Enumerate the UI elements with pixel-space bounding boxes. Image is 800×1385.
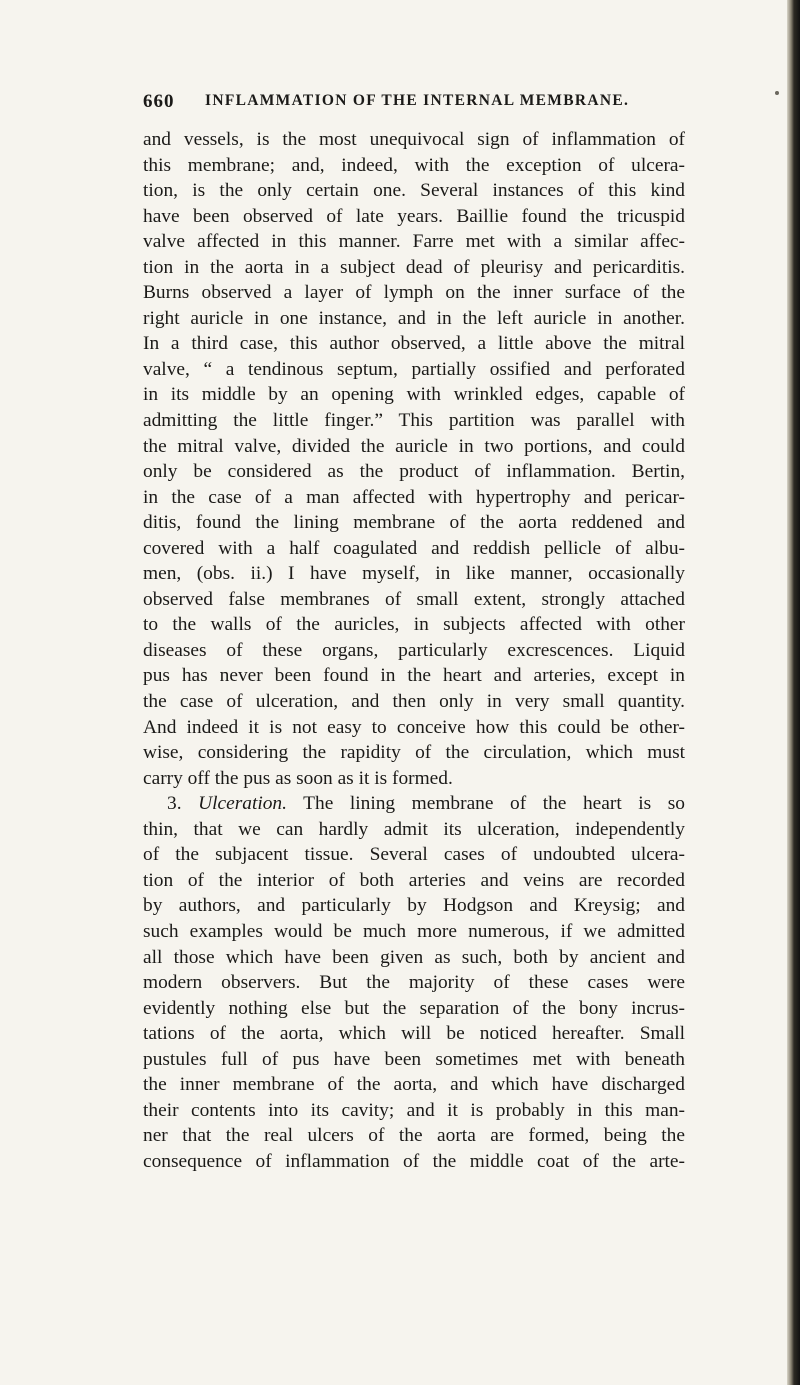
text-line: consequence of inflammation of the middle coat of the arte- [143,1150,685,1172]
text-line: tations of the aorta, which will be noticed hereafter. Small [143,1023,685,1045]
text-line: in its middle by an opening with wrinkled edges, capable of [143,384,685,406]
page-number: 660 [143,91,175,112]
text-line: men, (obs. ii.) I have myself, in like manner, occasionally [143,563,685,585]
text-line: this membrane; and, indeed, with the exception of ulcera- [143,154,685,176]
running-head: INFLAMMATION OF THE INTERNAL MEMBRANE. [205,92,630,109]
text-line: ner that the real ulcers of the aorta are formed, being the [143,1125,685,1147]
text-line: by authors, and particularly by Hodgson and Kreysig; and [143,895,685,917]
page-header [143,91,683,115]
text-line: observed false membranes of small extent, strongly attached [143,588,685,610]
text-line: wise, considering the rapidity of the circulation, which must [143,742,685,764]
text-line [143,791,685,817]
text-line: the inner membrane of the aorta, and which have discharged [143,1074,685,1096]
text-line: all those which have been given as such, both by ancient and [143,946,685,968]
text-line: such examples would be much more numerous, if we admitted [143,920,685,942]
body-text [143,127,685,1174]
text-line: their contents into its cavity; and it is probably in this man- [143,1099,685,1121]
section-line-text: The lining membrane of the heart is so [286,793,685,815]
text-line: have been observed of late years. Baillie found the tricuspid [143,205,685,227]
text-line: right auricle in one instance, and in the left auricle in another. [143,307,685,329]
text-line: modern observers. But the majority of these cases were [143,972,685,994]
text-line: In a third case, this author observed, a little above the mitral [143,333,685,355]
text-line: evidently nothing else but the separation of the bony incrus- [143,997,685,1019]
page-binding-edge [787,0,800,1385]
text-line: tion in the aorta in a subject dead of pleurisy and pericarditis. [143,256,685,278]
text-line: admitting the little finger.” This partition was parallel with [143,410,685,432]
text-line: valve, “ a tendinous septum, partially ossified and perforated [143,358,685,380]
text-line: valve affected in this manner. Farre met with a similar affec- [143,231,685,253]
text-line: to the walls of the auricles, in subjects affected with other [143,614,685,636]
text-line: pustules full of pus have been sometimes met with beneath [143,1048,685,1070]
text-line: diseases of these organs, particularly excrescences. Liquid [143,639,685,661]
text-line: in the case of a man affected with hypertrophy and pericar- [143,486,685,508]
text-line: Burns observed a layer of lymph on the inner surface of the [143,282,685,304]
text-line: and vessels, is the most unequivocal sign of inflammation of [143,129,685,150]
text-line: carry off the pus as soon as it is formed. [143,767,453,789]
ink-speck [775,91,779,95]
section-heading: Ulceration. [198,793,287,815]
text-line: pus has never been found in the heart and arteries, except in [143,665,685,687]
text-line: covered with a half coagulated and reddish pellicle of albu- [143,537,685,559]
text-line: And indeed it is not easy to conceive how this could be other- [143,716,685,738]
section-number: 3. [167,793,199,815]
text-line: the case of ulceration, and then only in very small quantity. [143,691,685,713]
text-line: the mitral valve, divided the auricle in two portions, and could [143,435,685,457]
text-line: of the subjacent tissue. Several cases of undoubted ulcera- [143,844,685,866]
text-line: thin, that we can hardly admit its ulceration, independently [143,818,685,840]
text-line: ditis, found the lining membrane of the aorta reddened and [143,512,685,534]
text-line: tion of the interior of both arteries and veins are recorded [143,869,685,891]
text-line: tion, is the only certain one. Several instances of this kind [143,180,685,202]
text-line: only be considered as the product of inflammation. Bertin, [143,461,685,483]
